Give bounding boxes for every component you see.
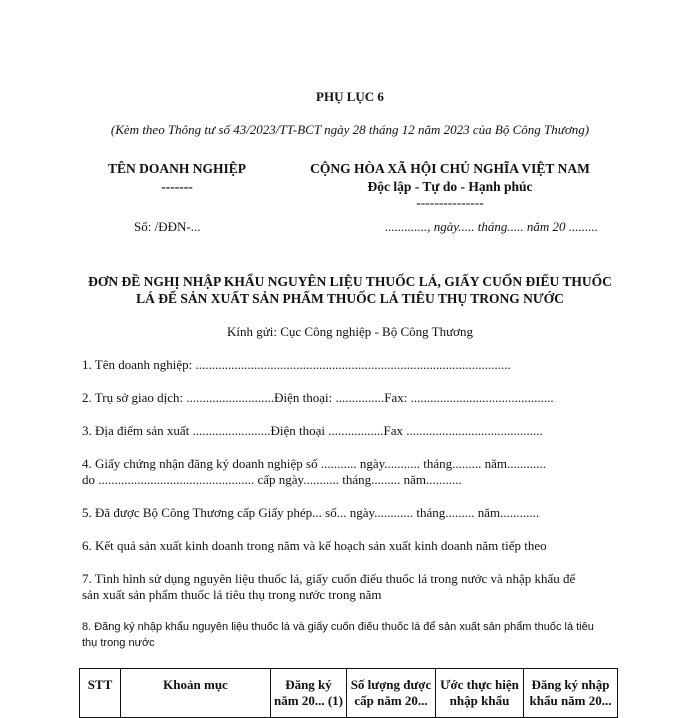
- item-license: 5. Đã được Bộ Công Thương cấp Giấy phép... số... ngày............ tháng......... năm............: [82, 505, 540, 520]
- company-name: TÊN DOANH NGHIỆP: [107, 161, 246, 176]
- header-granted-quantity: Số lượng được cấp năm 20...: [347, 669, 436, 718]
- item-head-office: 2. Trụ sở giao dịch: ...........................Điện thoại: ...............Fax: ............................................: [82, 390, 554, 405]
- item-material-usage-cont: sản xuất sản phẩm thuốc lá tiêu thụ trong nước trong năm: [82, 587, 382, 602]
- header-item: Khoản mục: [121, 669, 271, 718]
- appendix-title: PHỤ LỤC 6: [316, 89, 384, 104]
- appendix-subtitle: (Kèm theo Thông tư số 43/2023/TT-BCT ngày 28 tháng 12 năm 2023 của Bộ Công Thương): [110, 122, 590, 137]
- table-header-row: [80, 669, 618, 718]
- document-title-line-2: LÁ ĐỂ SẢN XUẤT SẢN PHẨM THUỐC LÁ TIÊU THỤ TRONG NƯỚC: [136, 291, 564, 306]
- item-production-site: 3. Địa điểm sản xuất ........................Điện thoại .................Fax ..........................................: [82, 423, 543, 438]
- item-import-registration: 8. Đăng ký nhập khẩu nguyên liệu thuốc lá và giấy cuốn điếu thuốc lá để sản xuất sản phẩm thuốc lá tiêu: [82, 621, 594, 633]
- item-material-usage: 7. Tình hình sử dụng nguyên liệu thuốc lá, giấy cuốn điếu thuốc lá trong nước và nhập khẩu để: [82, 571, 576, 586]
- recipient-line: Kính gửi: Cục Công nghiệp - Bộ Công Thương: [226, 324, 474, 339]
- item-company-name: 1. Tên doanh nghiệp: .................................................................................................: [82, 357, 511, 372]
- company-divider: -------: [161, 179, 193, 194]
- document-date: ............., ngày..... tháng..... năm 20 .........: [385, 219, 599, 234]
- item-business-certificate-issuer: do ................................................ cấp ngày........... tháng......... năm...........: [82, 472, 462, 487]
- item-business-results: 6. Kết quả sản xuất kinh doanh trong năm và kế hoạch sản xuất kinh doanh năm tiếp theo: [82, 538, 547, 553]
- item-import-registration-cont: thụ trong nước: [82, 637, 155, 649]
- header-estimated-import: Ước thực hiện nhập khẩu: [436, 669, 524, 718]
- document-number: Số: /ĐĐN-...: [134, 219, 201, 234]
- document-title-line-1: ĐƠN ĐỀ NGHỊ NHẬP KHẨU NGUYÊN LIỆU THUỐC LÁ, GIẤY CUỐN ĐIẾU THUỐC: [88, 274, 612, 289]
- national-motto: Độc lập - Tự do - Hạnh phúc: [367, 179, 533, 194]
- republic-name: CỘNG HÒA XÃ HỘI CHỦ NGHĨA VIỆT NAM: [310, 161, 590, 176]
- import-registration-table: [79, 668, 618, 718]
- motto-divider: ---------------: [416, 195, 484, 210]
- header-import-registration: Đăng ký nhập khẩu năm 20...: [524, 669, 618, 718]
- item-business-certificate: 4. Giấy chứng nhận đăng ký doanh nghiệp số ........... ngày........... tháng......... năm............: [82, 456, 547, 471]
- header-stt: STT: [80, 669, 121, 718]
- header-registered: Đăng ký năm 20... (1): [271, 669, 347, 718]
